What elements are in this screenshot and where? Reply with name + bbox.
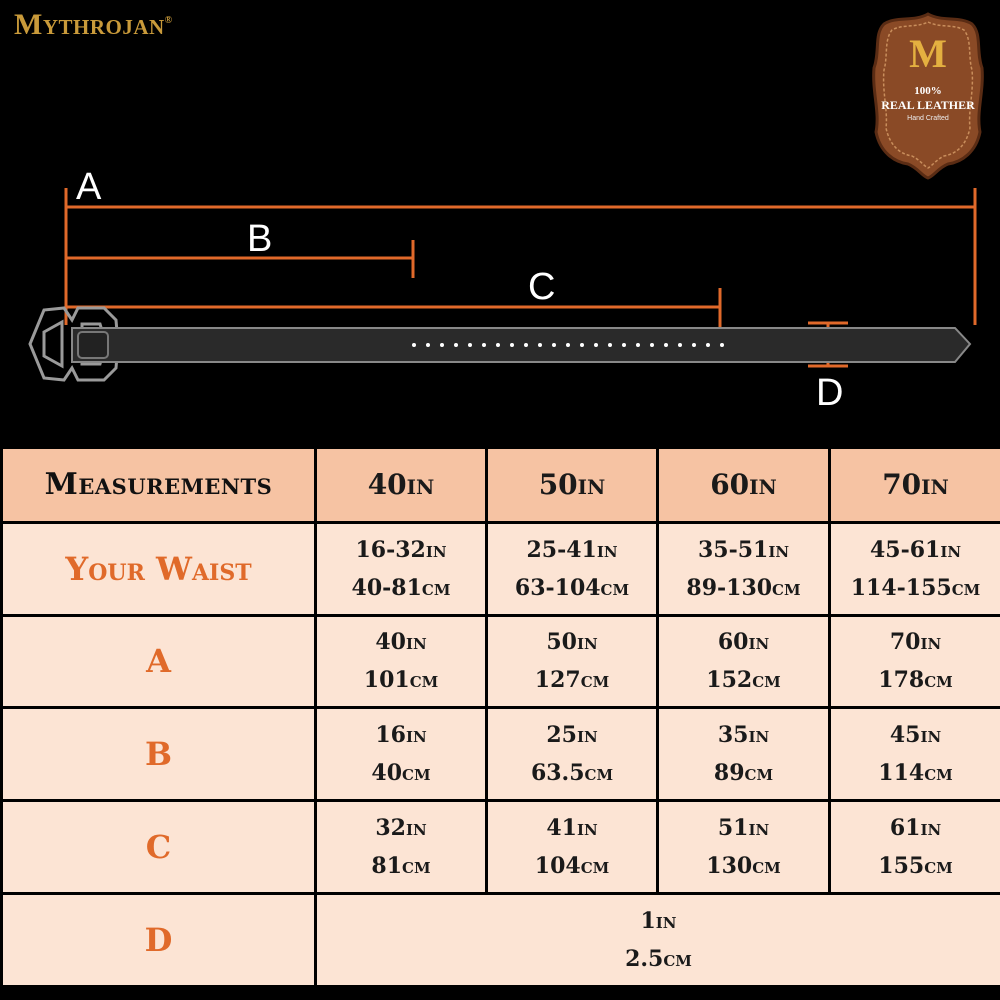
- table-header-row: [2, 448, 1000, 523]
- table-cell: 41in 104cm: [487, 801, 658, 894]
- label-c: C: [528, 266, 556, 308]
- table-cell: 50in 127cm: [487, 615, 658, 708]
- table-cell: 45in 114cm: [830, 708, 1000, 801]
- badge-percent: 100%: [914, 85, 942, 97]
- row-label-d: D: [2, 894, 316, 987]
- belt-strap: [72, 328, 970, 362]
- badge-monogram: M: [909, 31, 947, 76]
- badge-note: Hand Crafted: [907, 115, 949, 122]
- table-cell: 45-61in 114-155cm: [830, 522, 1000, 615]
- row-label-c: C: [2, 801, 316, 894]
- row-label-waist: Your Waist: [2, 522, 316, 615]
- badge-material: REAL LEATHER: [881, 98, 975, 112]
- header-size-60: 60in: [658, 448, 830, 523]
- registered-mark: ®: [164, 15, 173, 26]
- table-cell: 25-41in 63-104cm: [487, 522, 658, 615]
- table-cell: 35-51in 89-130cm: [658, 522, 830, 615]
- table-cell: 70in 178cm: [830, 615, 1000, 708]
- table-cell: 16-32in 40-81cm: [316, 522, 487, 615]
- brand-name: Mythrojan: [14, 8, 165, 41]
- header-size-70: 70in: [830, 448, 1000, 523]
- table-cell: 60in 152cm: [658, 615, 830, 708]
- table-cell: 40in 101cm: [316, 615, 487, 708]
- table-cell: 35in 89cm: [658, 708, 830, 801]
- table-cell: 16in 40cm: [316, 708, 487, 801]
- table-cell-merged: 1in 2.5cm: [316, 894, 1000, 987]
- badge-text: [872, 84, 984, 126]
- table-cell: 61in 155cm: [830, 801, 1000, 894]
- table-row-b: [2, 708, 1000, 801]
- header-size-40: 40in: [316, 448, 487, 523]
- table-cell: 51in 130cm: [658, 801, 830, 894]
- row-label-a: A: [2, 615, 316, 708]
- label-a: A: [76, 166, 102, 208]
- size-table: [0, 446, 1000, 988]
- belt-keeper: [78, 332, 108, 358]
- header-measurements: Measurements: [2, 448, 316, 523]
- table-cell: 32in 81cm: [316, 801, 487, 894]
- table-row-a: [2, 615, 1000, 708]
- table-cell: 25in 63.5cm: [487, 708, 658, 801]
- header-size-50: 50in: [487, 448, 658, 523]
- label-d: D: [816, 372, 844, 414]
- table-row-waist: [2, 522, 1000, 615]
- table-row-c: [2, 801, 1000, 894]
- row-label-b: B: [2, 708, 316, 801]
- label-b: B: [247, 218, 273, 260]
- belt-diagram: [0, 160, 1000, 430]
- brand-logo: [14, 8, 173, 42]
- table-row-d: [2, 894, 1000, 987]
